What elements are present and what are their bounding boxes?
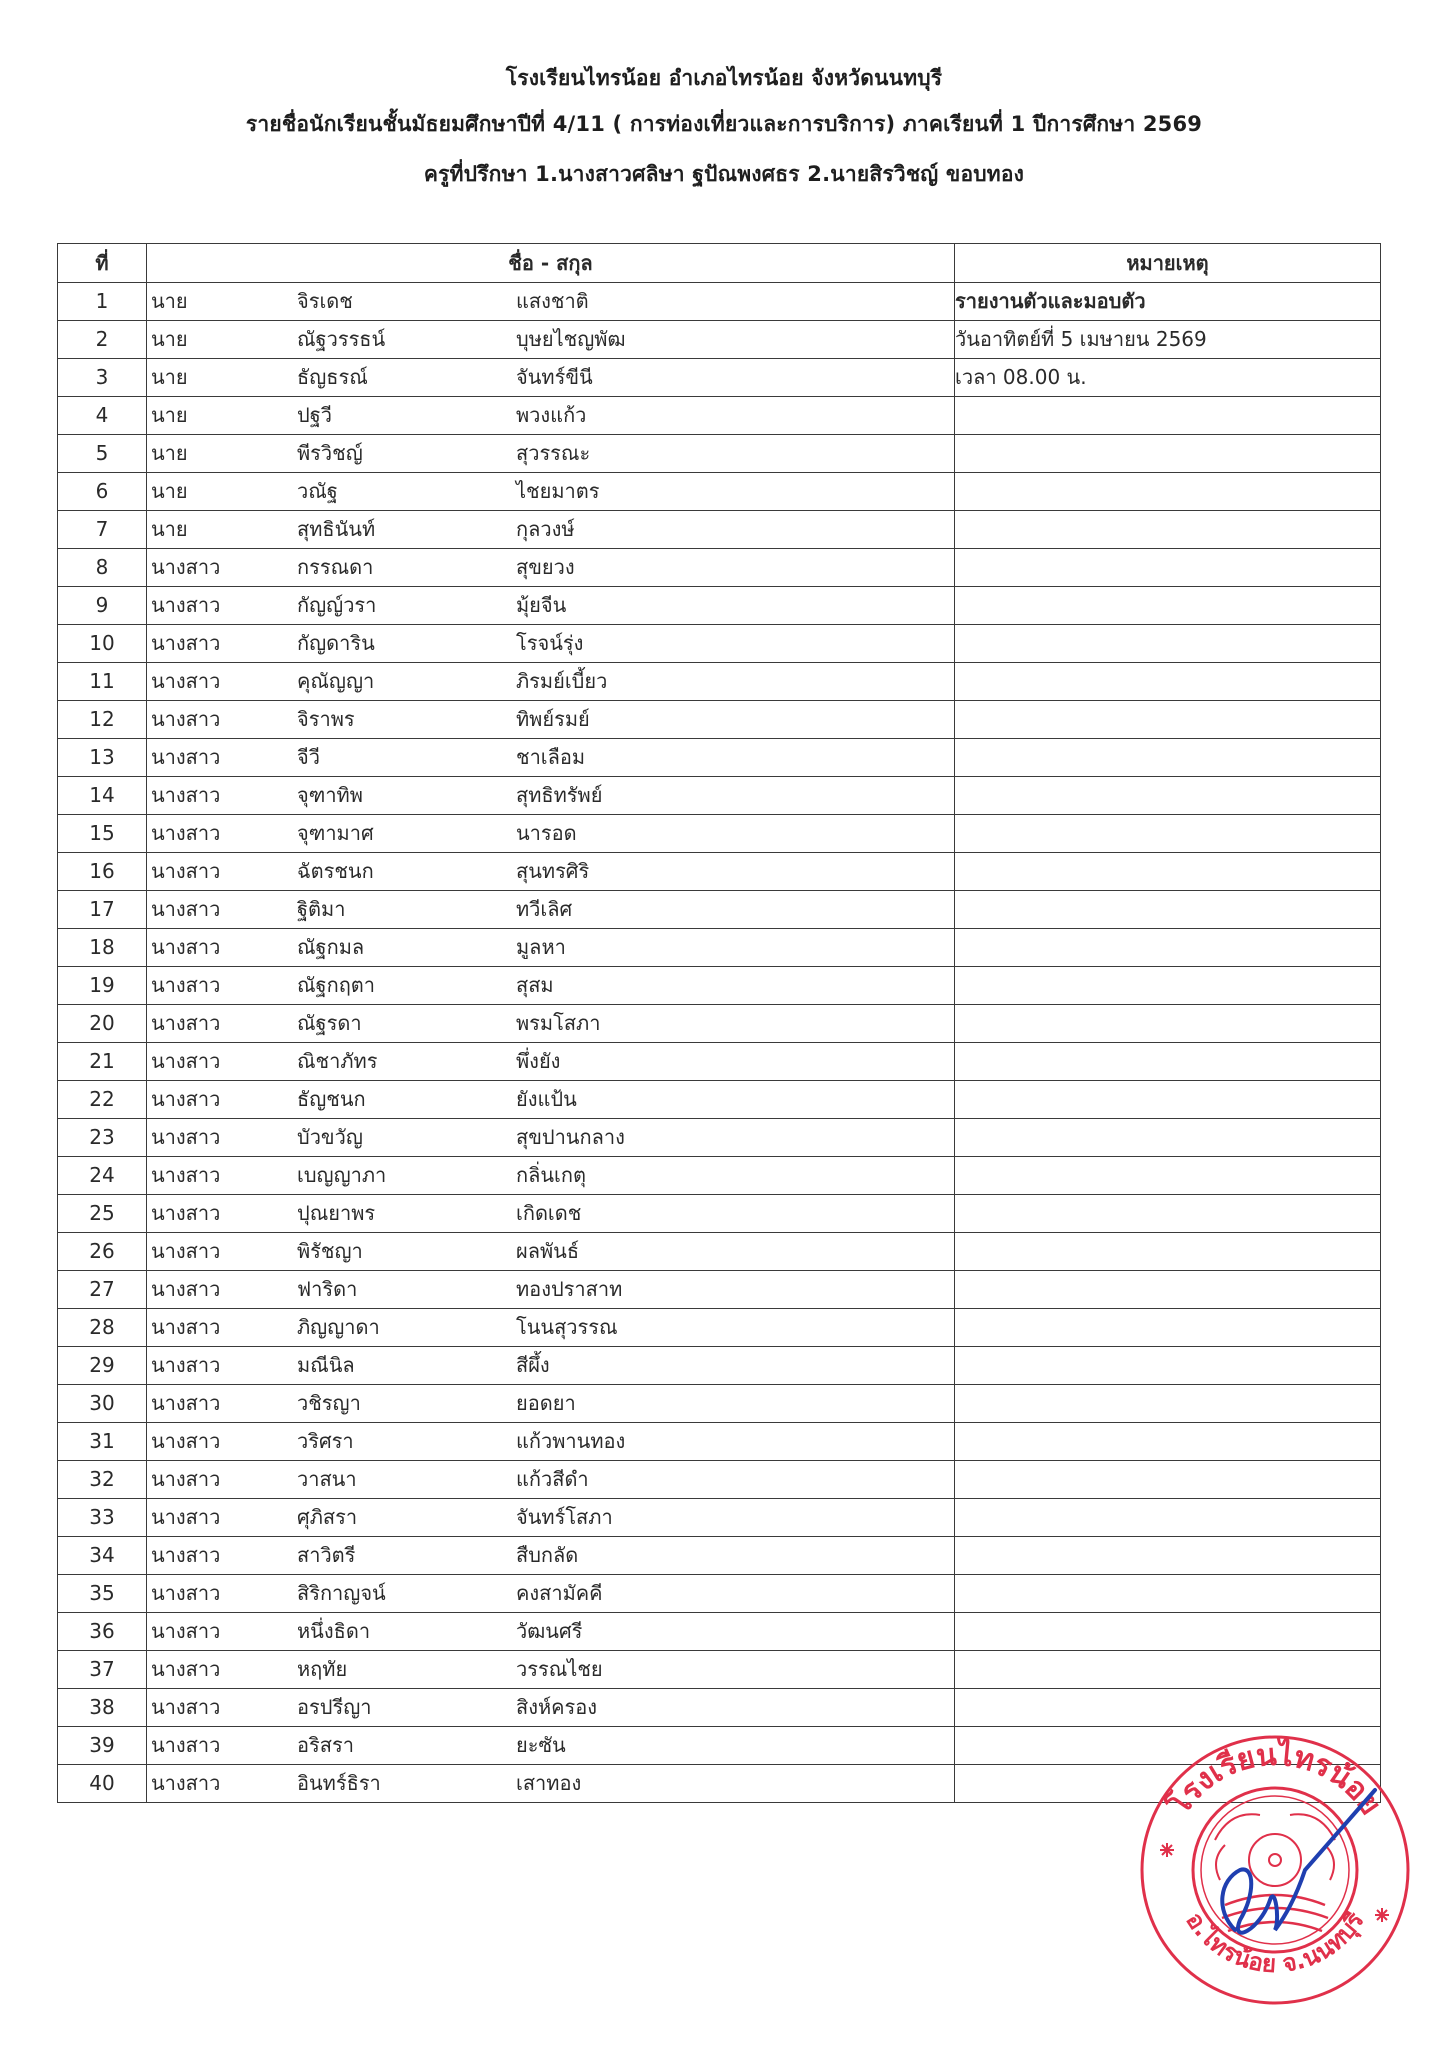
student-last-name: คงสามัคคี — [516, 1581, 603, 1605]
remark-cell — [955, 1347, 1381, 1385]
student-name-cell — [147, 1043, 955, 1081]
remark-cell — [955, 701, 1381, 739]
student-first-name: ฐิติมา — [297, 897, 346, 921]
row-number: 8 — [58, 549, 147, 587]
student-first-name: สาวิตรี — [297, 1543, 356, 1567]
student-title: นาย — [151, 441, 188, 465]
remark-cell — [955, 1385, 1381, 1423]
table-row — [58, 1651, 1381, 1689]
table-row — [58, 1309, 1381, 1347]
row-number: 11 — [58, 663, 147, 701]
student-title: นางสาว — [151, 1087, 221, 1111]
table-row — [58, 663, 1381, 701]
student-name-cell — [147, 283, 955, 321]
remark-cell — [955, 1575, 1381, 1613]
student-first-name: ณัฐกมล — [297, 935, 365, 959]
header-name: ชื่อ - สกุล — [147, 244, 955, 283]
remark-cell — [955, 625, 1381, 663]
row-number: 23 — [58, 1119, 147, 1157]
remark-cell — [955, 1613, 1381, 1651]
student-name-cell — [147, 1157, 955, 1195]
student-last-name: ยอดยา — [516, 1391, 576, 1415]
remark-cell — [955, 967, 1381, 1005]
student-first-name: พีรวิชญ์ — [297, 441, 363, 465]
student-first-name: ณัฐรดา — [297, 1011, 362, 1035]
svg-text:อ.ไทรน้อย จ.นนทบุรี: อ.ไทรน้อย จ.นนทบุรี — [1180, 1907, 1370, 1979]
student-last-name: โรจน์รุ่ง — [516, 631, 584, 655]
student-name-cell — [147, 1575, 955, 1613]
student-name-cell — [147, 1651, 955, 1689]
student-title: นางสาว — [151, 1011, 221, 1035]
student-last-name: สุขปานกลาง — [516, 1125, 625, 1149]
student-name-cell — [147, 473, 955, 511]
remark-cell — [955, 853, 1381, 891]
student-first-name: วชิรญา — [297, 1391, 361, 1415]
student-name-cell — [147, 1271, 955, 1309]
student-first-name: สิริกาญจน์ — [297, 1581, 386, 1605]
remark-cell — [955, 1461, 1381, 1499]
student-first-name: กรรณดา — [297, 555, 374, 579]
student-title: นางสาว — [151, 1239, 221, 1263]
student-first-name: เบญญาภา — [297, 1163, 387, 1187]
student-name-cell — [147, 929, 955, 967]
student-title: นางสาว — [151, 555, 221, 579]
student-first-name: สุทธินันท์ — [297, 517, 376, 541]
table-row — [58, 701, 1381, 739]
row-number: 5 — [58, 435, 147, 473]
svg-text:โรงเรียนไทรน้อย: โรงเรียนไทรน้อย — [1161, 1737, 1389, 1822]
row-number: 22 — [58, 1081, 147, 1119]
student-title: นางสาว — [151, 973, 221, 997]
student-name-cell — [147, 1727, 955, 1765]
student-title: นาย — [151, 517, 188, 541]
remark-cell — [955, 435, 1381, 473]
student-first-name: คุณัญญา — [297, 669, 375, 693]
student-title: นางสาว — [151, 631, 221, 655]
table-row — [58, 511, 1381, 549]
header-no: ที่ — [58, 244, 147, 283]
table-row — [58, 1461, 1381, 1499]
student-first-name: ศุภิสรา — [297, 1505, 358, 1529]
table-row — [58, 1499, 1381, 1537]
table-row — [58, 549, 1381, 587]
student-name-cell — [147, 815, 955, 853]
row-number: 40 — [58, 1765, 147, 1803]
student-last-name: ชาเลือม — [516, 745, 586, 769]
student-last-name: สิงห์ครอง — [516, 1695, 598, 1719]
student-last-name: ทวีเลิศ — [516, 897, 573, 921]
table-row — [58, 1347, 1381, 1385]
student-first-name: ภิญญาดา — [297, 1315, 380, 1339]
student-name-cell — [147, 853, 955, 891]
student-last-name: สืบกลัด — [516, 1543, 579, 1567]
student-title: นางสาว — [151, 1125, 221, 1149]
student-title: นางสาว — [151, 1429, 221, 1453]
table-row — [58, 1195, 1381, 1233]
remark-cell — [955, 929, 1381, 967]
student-first-name: หฤทัย — [297, 1657, 348, 1681]
student-last-name: เสาทอง — [516, 1771, 582, 1795]
remark-cell — [955, 1119, 1381, 1157]
table-row — [58, 777, 1381, 815]
student-last-name: นารอด — [516, 821, 577, 845]
row-number: 10 — [58, 625, 147, 663]
remark-cell — [955, 1005, 1381, 1043]
student-title: นางสาว — [151, 1467, 221, 1491]
table-row — [58, 967, 1381, 1005]
student-name-cell — [147, 1005, 955, 1043]
school-seal-stamp — [1130, 1720, 1420, 2010]
student-last-name: บุษยไชญพัฒ — [516, 327, 626, 351]
student-first-name: จีวี — [297, 745, 320, 769]
student-title: นางสาว — [151, 1657, 221, 1681]
table-row — [58, 1005, 1381, 1043]
student-last-name: กลิ่นเกตุ — [516, 1163, 586, 1187]
row-number: 25 — [58, 1195, 147, 1233]
student-first-name: อริสรา — [297, 1733, 354, 1757]
student-title: นางสาว — [151, 1049, 221, 1073]
student-name-cell — [147, 549, 955, 587]
student-name-cell — [147, 777, 955, 815]
row-number: 27 — [58, 1271, 147, 1309]
student-name-cell — [147, 1765, 955, 1803]
student-last-name: แก้วพานทอง — [516, 1429, 626, 1453]
student-name-cell — [147, 359, 955, 397]
table-row — [58, 1081, 1381, 1119]
row-number: 37 — [58, 1651, 147, 1689]
table-row — [58, 625, 1381, 663]
remark-cell — [955, 1499, 1381, 1537]
row-number: 24 — [58, 1157, 147, 1195]
student-name-cell — [147, 1385, 955, 1423]
student-last-name: ยังแป้น — [516, 1087, 577, 1111]
table-row — [58, 815, 1381, 853]
student-first-name: จุฑาทิพ — [297, 783, 363, 807]
remark-cell — [955, 663, 1381, 701]
remark-cell — [955, 1271, 1381, 1309]
student-last-name: สุนทรศิริ — [516, 859, 590, 883]
remark-cell — [955, 1157, 1381, 1195]
remark-cell — [955, 1081, 1381, 1119]
student-title: นางสาว — [151, 1771, 221, 1795]
table-row — [58, 1423, 1381, 1461]
student-name-cell — [147, 1499, 955, 1537]
student-last-name: จันทร์ขีนี — [516, 365, 593, 389]
row-number: 14 — [58, 777, 147, 815]
student-title: นาย — [151, 365, 188, 389]
row-number: 15 — [58, 815, 147, 853]
student-last-name: วัฒนศรี — [516, 1619, 583, 1643]
student-first-name: จิราพร — [297, 707, 355, 731]
row-number: 18 — [58, 929, 147, 967]
student-name-cell — [147, 1195, 955, 1233]
student-first-name: ธัญชนก — [297, 1087, 366, 1111]
row-number: 32 — [58, 1461, 147, 1499]
student-roster-table — [57, 243, 1381, 1803]
student-title: นางสาว — [151, 1543, 221, 1567]
row-number: 3 — [58, 359, 147, 397]
student-first-name: จุฑามาศ — [297, 821, 374, 845]
student-first-name: ปฐวี — [297, 403, 332, 427]
student-last-name: มุ้ยจีน — [516, 593, 567, 617]
table-row — [58, 1613, 1381, 1651]
row-number: 29 — [58, 1347, 147, 1385]
class-title: รายชื่อนักเรียนชั้นมัธยมศึกษาปีที่ 4/11 ( การท่องเที่ยวและการบริการ) ภาคเรียนที่ 1 ปีการศึกษา 2569 — [245, 112, 1203, 136]
row-number: 39 — [58, 1727, 147, 1765]
student-title: นางสาว — [151, 1505, 221, 1529]
row-number: 2 — [58, 321, 147, 359]
row-number: 21 — [58, 1043, 147, 1081]
table-row — [58, 1043, 1381, 1081]
table-row — [58, 891, 1381, 929]
row-number: 17 — [58, 891, 147, 929]
student-first-name: ณัฐกฤตา — [297, 973, 376, 997]
row-number: 26 — [58, 1233, 147, 1271]
student-title: นางสาว — [151, 745, 221, 769]
row-number: 19 — [58, 967, 147, 1005]
student-first-name: วาสนา — [297, 1467, 357, 1491]
remark-cell — [955, 815, 1381, 853]
student-first-name: ปุณยาพร — [297, 1201, 376, 1225]
student-title: นางสาว — [151, 1163, 221, 1187]
table-row — [58, 359, 1381, 397]
student-last-name: แก้วสีดำ — [516, 1467, 589, 1491]
student-first-name: ฟาริดา — [297, 1277, 358, 1301]
remark-cell — [955, 1043, 1381, 1081]
header-remark: หมายเหตุ — [955, 244, 1381, 283]
student-name-cell — [147, 1613, 955, 1651]
student-title: นาย — [151, 403, 188, 427]
student-name-cell — [147, 663, 955, 701]
student-name-cell — [147, 1309, 955, 1347]
student-name-cell — [147, 1081, 955, 1119]
table-row — [58, 739, 1381, 777]
student-first-name: มณีนิล — [297, 1353, 355, 1377]
table-header-row — [58, 244, 1381, 283]
table-row — [58, 397, 1381, 435]
student-last-name: กุลวงษ์ — [516, 517, 575, 541]
student-last-name: สุทธิทรัพย์ — [516, 783, 603, 807]
student-last-name: พรมโสภา — [516, 1011, 601, 1035]
student-first-name: บัวขวัญ — [297, 1125, 363, 1149]
student-last-name: จันทร์โสภา — [516, 1505, 613, 1529]
student-name-cell — [147, 1537, 955, 1575]
student-name-cell — [147, 435, 955, 473]
remark-cell — [955, 1537, 1381, 1575]
student-title: นาย — [151, 327, 188, 351]
student-name-cell — [147, 1119, 955, 1157]
student-title: นางสาว — [151, 1315, 221, 1339]
student-title: นางสาว — [151, 1733, 221, 1757]
student-title: นางสาว — [151, 707, 221, 731]
student-last-name: ยะซัน — [516, 1733, 566, 1757]
row-number: 7 — [58, 511, 147, 549]
student-last-name: มูลหา — [516, 935, 566, 959]
table-row — [58, 929, 1381, 967]
student-title: นางสาว — [151, 897, 221, 921]
table-row — [58, 1119, 1381, 1157]
student-name-cell — [147, 1233, 955, 1271]
row-number: 33 — [58, 1499, 147, 1537]
remark-cell — [955, 1233, 1381, 1271]
student-name-cell — [147, 625, 955, 663]
student-last-name: แสงชาติ — [516, 289, 589, 313]
student-first-name: กัญดาริน — [297, 631, 375, 655]
student-title: นาย — [151, 289, 188, 313]
remark-cell: รายงานตัวและมอบตัว — [955, 283, 1381, 321]
student-title: นาย — [151, 479, 188, 503]
row-number: 16 — [58, 853, 147, 891]
row-number: 4 — [58, 397, 147, 435]
student-title: นางสาว — [151, 669, 221, 693]
student-last-name: พึ่งยัง — [516, 1049, 561, 1073]
student-first-name: อินทร์ธิรา — [297, 1771, 381, 1795]
student-last-name: เกิดเดช — [516, 1201, 582, 1225]
row-number: 38 — [58, 1689, 147, 1727]
remark-cell — [955, 511, 1381, 549]
roster-body — [58, 283, 1381, 1803]
remark-cell — [955, 473, 1381, 511]
row-number: 12 — [58, 701, 147, 739]
student-title: นางสาว — [151, 821, 221, 845]
student-last-name: สุขยวง — [516, 555, 575, 579]
student-last-name: ทองปราสาท — [516, 1277, 623, 1301]
student-first-name: ณัฐวรรธน์ — [297, 327, 386, 351]
student-last-name: สีผึ้ง — [516, 1353, 550, 1377]
row-number: 20 — [58, 1005, 147, 1043]
student-first-name: วริศรา — [297, 1429, 354, 1453]
student-first-name: ธัญธรณ์ — [297, 365, 368, 389]
student-name-cell — [147, 321, 955, 359]
student-first-name: อรปรีญา — [297, 1695, 372, 1719]
student-title: นางสาว — [151, 1391, 221, 1415]
table-row — [58, 1157, 1381, 1195]
student-last-name: ไชยมาตร — [516, 479, 600, 503]
student-title: นางสาว — [151, 1353, 221, 1377]
table-row — [58, 435, 1381, 473]
row-number: 9 — [58, 587, 147, 625]
table-row — [58, 283, 1381, 321]
row-number: 6 — [58, 473, 147, 511]
student-title: นางสาว — [151, 859, 221, 883]
student-name-cell — [147, 891, 955, 929]
row-number: 34 — [58, 1537, 147, 1575]
table-row — [58, 1575, 1381, 1613]
row-number: 36 — [58, 1613, 147, 1651]
student-last-name: โนนสุวรรณ — [516, 1315, 618, 1339]
student-first-name: กัญญ์วรา — [297, 593, 377, 617]
student-first-name: จิรเดช — [297, 289, 353, 313]
remark-cell — [955, 397, 1381, 435]
remark-cell — [955, 587, 1381, 625]
student-name-cell — [147, 1347, 955, 1385]
row-number: 30 — [58, 1385, 147, 1423]
student-first-name: หนึ่งธิดา — [297, 1619, 371, 1643]
table-row — [58, 853, 1381, 891]
student-last-name: ผลพันธ์ — [516, 1239, 580, 1263]
remark-cell — [955, 1651, 1381, 1689]
remark-cell — [955, 891, 1381, 929]
student-last-name: ภิรมย์เบี้ยว — [516, 669, 608, 693]
student-name-cell — [147, 739, 955, 777]
student-last-name: ทิพย์รมย์ — [516, 707, 590, 731]
student-name-cell — [147, 1689, 955, 1727]
student-title: นางสาว — [151, 1619, 221, 1643]
student-title: นางสาว — [151, 783, 221, 807]
student-first-name: วณัฐ — [297, 479, 338, 503]
student-first-name: ฉัตรชนก — [297, 859, 374, 883]
student-title: นางสาว — [151, 1581, 221, 1605]
student-name-cell — [147, 1461, 955, 1499]
student-last-name: สุสม — [516, 973, 554, 997]
student-name-cell — [147, 967, 955, 1005]
remark-cell — [955, 1423, 1381, 1461]
remark-cell — [955, 1195, 1381, 1233]
row-number: 13 — [58, 739, 147, 777]
student-first-name: พิรัชญา — [297, 1239, 363, 1263]
student-name-cell — [147, 587, 955, 625]
table-row — [58, 1385, 1381, 1423]
student-title: นางสาว — [151, 593, 221, 617]
student-name-cell — [147, 511, 955, 549]
table-row — [58, 1233, 1381, 1271]
student-name-cell — [147, 701, 955, 739]
remark-cell — [955, 1309, 1381, 1347]
table-row — [58, 587, 1381, 625]
student-last-name: วรรณไชย — [516, 1657, 603, 1681]
student-title: นางสาว — [151, 935, 221, 959]
remark-cell: เวลา 08.00 น. — [955, 359, 1381, 397]
student-title: นางสาว — [151, 1201, 221, 1225]
student-last-name: พวงแก้ว — [516, 403, 587, 427]
row-number: 31 — [58, 1423, 147, 1461]
student-last-name: สุวรรณะ — [516, 441, 591, 465]
student-title: นางสาว — [151, 1277, 221, 1301]
remark-cell — [955, 739, 1381, 777]
table-row — [58, 1537, 1381, 1575]
student-name-cell — [147, 1423, 955, 1461]
advisor-line: ครูที่ปรึกษา 1.นางสาวศลิษา ฐปัณพงศธร 2.นายสิรวิชญ์ ขอบทอง — [423, 162, 1025, 186]
row-number: 35 — [58, 1575, 147, 1613]
remark-cell: วันอาทิตย์ที่ 5 เมษายน 2569 — [955, 321, 1381, 359]
remark-cell — [955, 777, 1381, 815]
table-row — [58, 1271, 1381, 1309]
student-title: นางสาว — [151, 1695, 221, 1719]
row-number: 28 — [58, 1309, 147, 1347]
student-first-name: ณิชาภัทร — [297, 1049, 378, 1073]
student-name-cell — [147, 397, 955, 435]
remark-cell — [955, 549, 1381, 587]
school-name: โรงเรียนไทรน้อย อำเภอไทรน้อย จังหวัดนนทบุรี — [505, 66, 943, 90]
table-row — [58, 321, 1381, 359]
row-number: 1 — [58, 283, 147, 321]
table-row — [58, 473, 1381, 511]
